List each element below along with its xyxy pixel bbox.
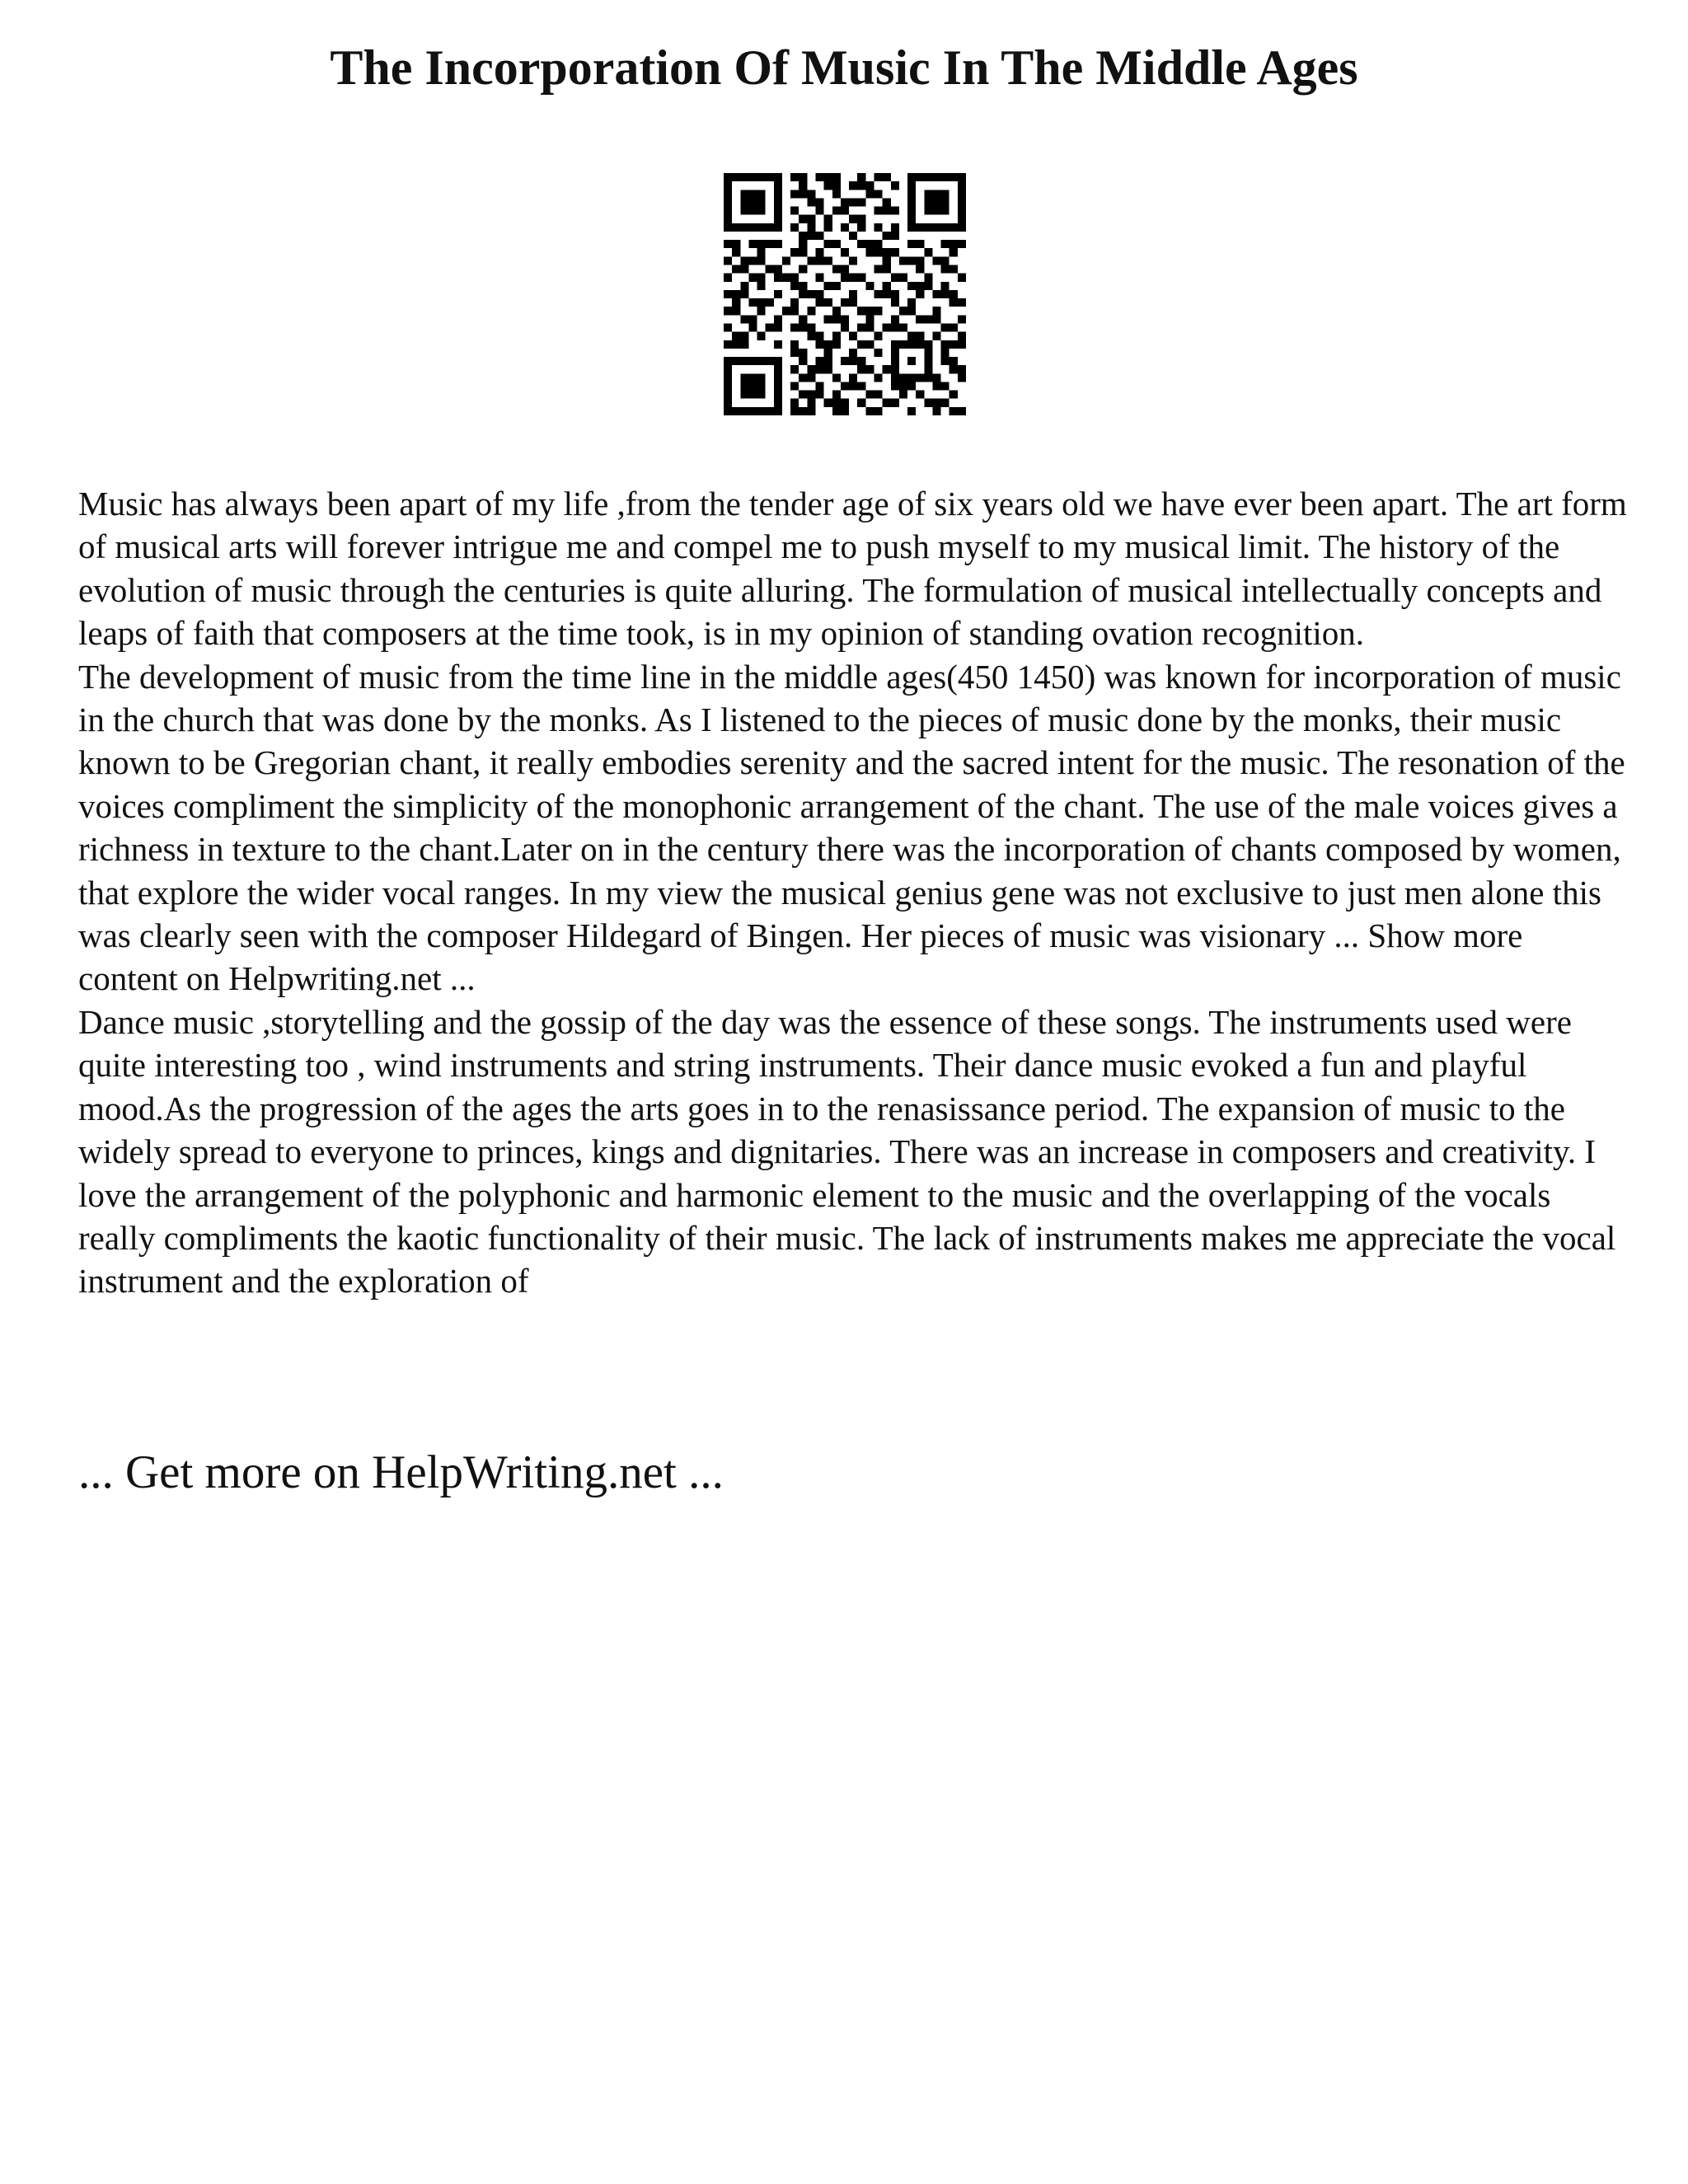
paragraph-1: Music has always been apart of my life ,from the tender age of six years old we have ever been apart. The art form of musical arts will forever intrigue me and compel me to push myself to my musical limit. The history of the evolution of music through the centuries is quite alluring. The formulation of musical intellectually concepts and leaps of faith that composers at the time took, is in my opinion of standing ovation recognition. — [78, 485, 1627, 653]
get-more-link[interactable]: ... Get more on HelpWriting.net ... — [78, 1446, 724, 1498]
paragraph-3: Dance music ,storytelling and the gossip of the day was the essence of these songs. The instruments used were quite interesting too , wind instruments and string instruments. Their dance music evoked a fun and playful mood.As the progression of the ages the arts goes in to the renasissance period. The expansion of music to the widely spread to everyone to princes, kings and dignitaries. There was an increase in composers and creativity. I love the arrangement of the polyphonic and harmonic element to the music and the overlapping of the vocals really compliments the kaotic functionality of their music. The lack of instruments makes me appreciate the vocal instrument and the exploration of — [78, 1002, 1616, 1301]
qr-code-icon — [724, 173, 966, 415]
page-title: The Incorporation Of Music In The Middle Ages — [330, 40, 1358, 95]
article-body — [78, 482, 1628, 1303]
paragraph-2: The development of music from the time line in the middle ages(450 1450) was known for incorporation of music in the church that was done by the monks. As I listened to the pieces of music done by the monks, their music known to be Gregorian chant, it really embodies serenity and the sacred intent for the music. The resonation of the voices compliment the simplicity of the monophonic arrangement of the chant. The use of the male voices gives a richness in texture to the chant.Later on in the century there was the incorporation of chants composed by women, that explore the wider vocal ranges. In my view the musical genius gene was not exclusive to just men alone this was clearly seen with the composer Hildegard of Bingen. Her pieces of music was visionary ... Show more content on Helpwriting.net ... — [78, 657, 1625, 998]
qr-code[interactable] — [724, 173, 966, 415]
